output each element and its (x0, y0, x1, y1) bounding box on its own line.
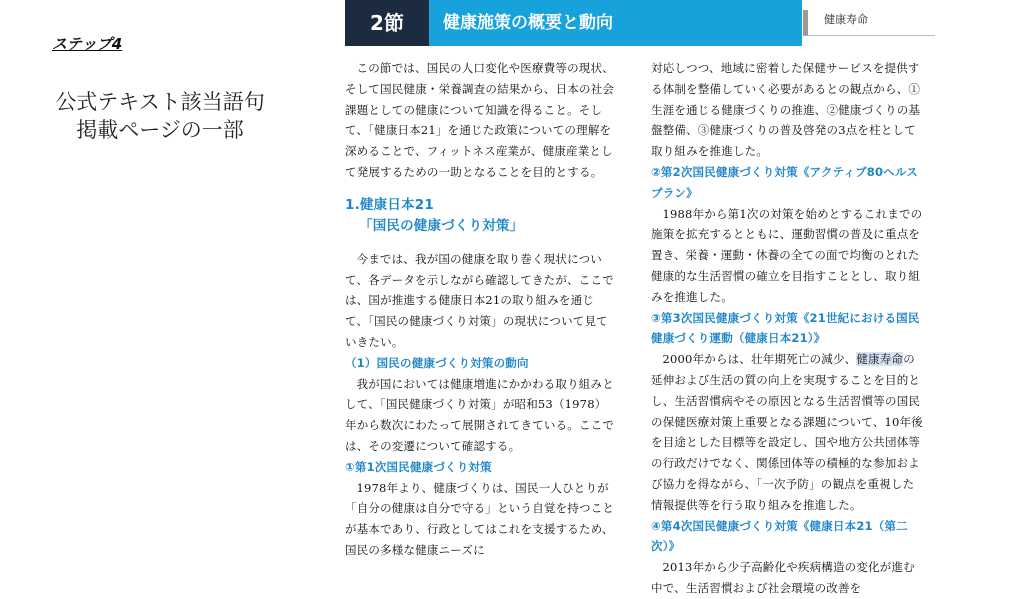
section-heading-line2: 「国民の健康づくり対策」 (359, 217, 524, 234)
subheading: ④第4次国民健康づくり対策《健康日本21（第二次）》 (651, 518, 908, 554)
subheading: （1）国民の健康づくり対策の動向 (345, 355, 529, 370)
section-header (345, 0, 939, 46)
keyword-tag: 健康寿命 (803, 10, 935, 36)
text-span: 2000年からは、壮年期死亡の減少、 (662, 352, 857, 367)
section-number: 2節 (345, 0, 429, 46)
caption: 公式テキスト該当語句 掲載ページの一部 (55, 90, 265, 142)
paragraph: 対応しつつ、地域に密着した保健サービスを提供する体制を整備していく必要があるとの観点から、①生涯を通じる健康づくりの推進、②健康づくりの基盤整備、③健康づくりの普及啓発の3点を柱として取り組みを推進した。 (651, 61, 921, 159)
subheading: ③第3次国民健康づくり対策《21世紀における国民健康づくり運動（健康日本21）》 (651, 310, 920, 346)
section-heading (345, 195, 617, 237)
paragraph: 2013年から少子高齢化や疾病構造の変化が進む中で、生活習慣および社会環境の改善を (651, 560, 915, 595)
paragraph (651, 349, 923, 515)
highlighted-term: 健康寿命 (856, 352, 904, 367)
text-span: の延伸および生活の質の向上を実現することを目的とし、生活習慣病やその原因となる生活習慣等の国民の保健医療対策上重要となる課題について、10年後を目途とした目標等を設定し、国や地方公共団体等の行政だけでなく、関係団体等の積極的な参加および協力を得ながら、「一次予防」の観点を重視した情報提供等を行う取り組みを推進した。 (651, 352, 923, 512)
left-column (345, 58, 617, 561)
subheading: ①第1次国民健康づくり対策 (345, 459, 492, 474)
paragraph: 今までは、我が国の健康を取り巻く現状について、各データを示しながら確認してきたが、ここでは、国が推進する健康日本21の取り組みを通じて、「国民の健康づくり対策」の現状について見ていきたい。 (345, 251, 614, 349)
section-heading-line1: 1.健康日本21 (345, 196, 434, 213)
paragraph: 1988年から第1次の対策を始めとするこれまでの施策を拡充するとともに、運動習慣の普及に重点を置き、栄養・運動・休養の全ての面で均衡のとれた健康的な生活習慣の確立を目指すこととし、取り組みを推進した。 (651, 206, 923, 304)
textbook-page (345, 0, 939, 595)
paragraph: 1978年より、健康づくりは、国民一人ひとりが「自分の健康は自分で守る」という自覚を持つことが基本であり、行政としてはこれを支援するため、国民の多様な健康ニーズに (345, 480, 615, 557)
section-title: 健康施策の概要と動向 (429, 0, 802, 46)
right-column (651, 58, 923, 599)
intro-paragraph: この節では、国民の人口変化や医療費等の現状、そして国民健康・栄養調査の結果から、日本の社会課題としての健康について知識を得ること。そして、「健康日本21」を通じた政策についての理解を深めることで、フィットネス産業が、健康産業として発展するための一助となることを目的とする。 (345, 61, 615, 179)
subheading: ②第2次国民健康づくり対策《アクティブ80ヘルスプラン》 (651, 164, 918, 200)
step-label: ステップ4 (52, 35, 123, 53)
paragraph: 我が国においては健康増進にかかわる取り組みとして、「国民健康づくり対策」が昭和53（1978）年から数次にわたって展開されてきている。ここでは、その変遷について確認する。 (345, 376, 615, 453)
